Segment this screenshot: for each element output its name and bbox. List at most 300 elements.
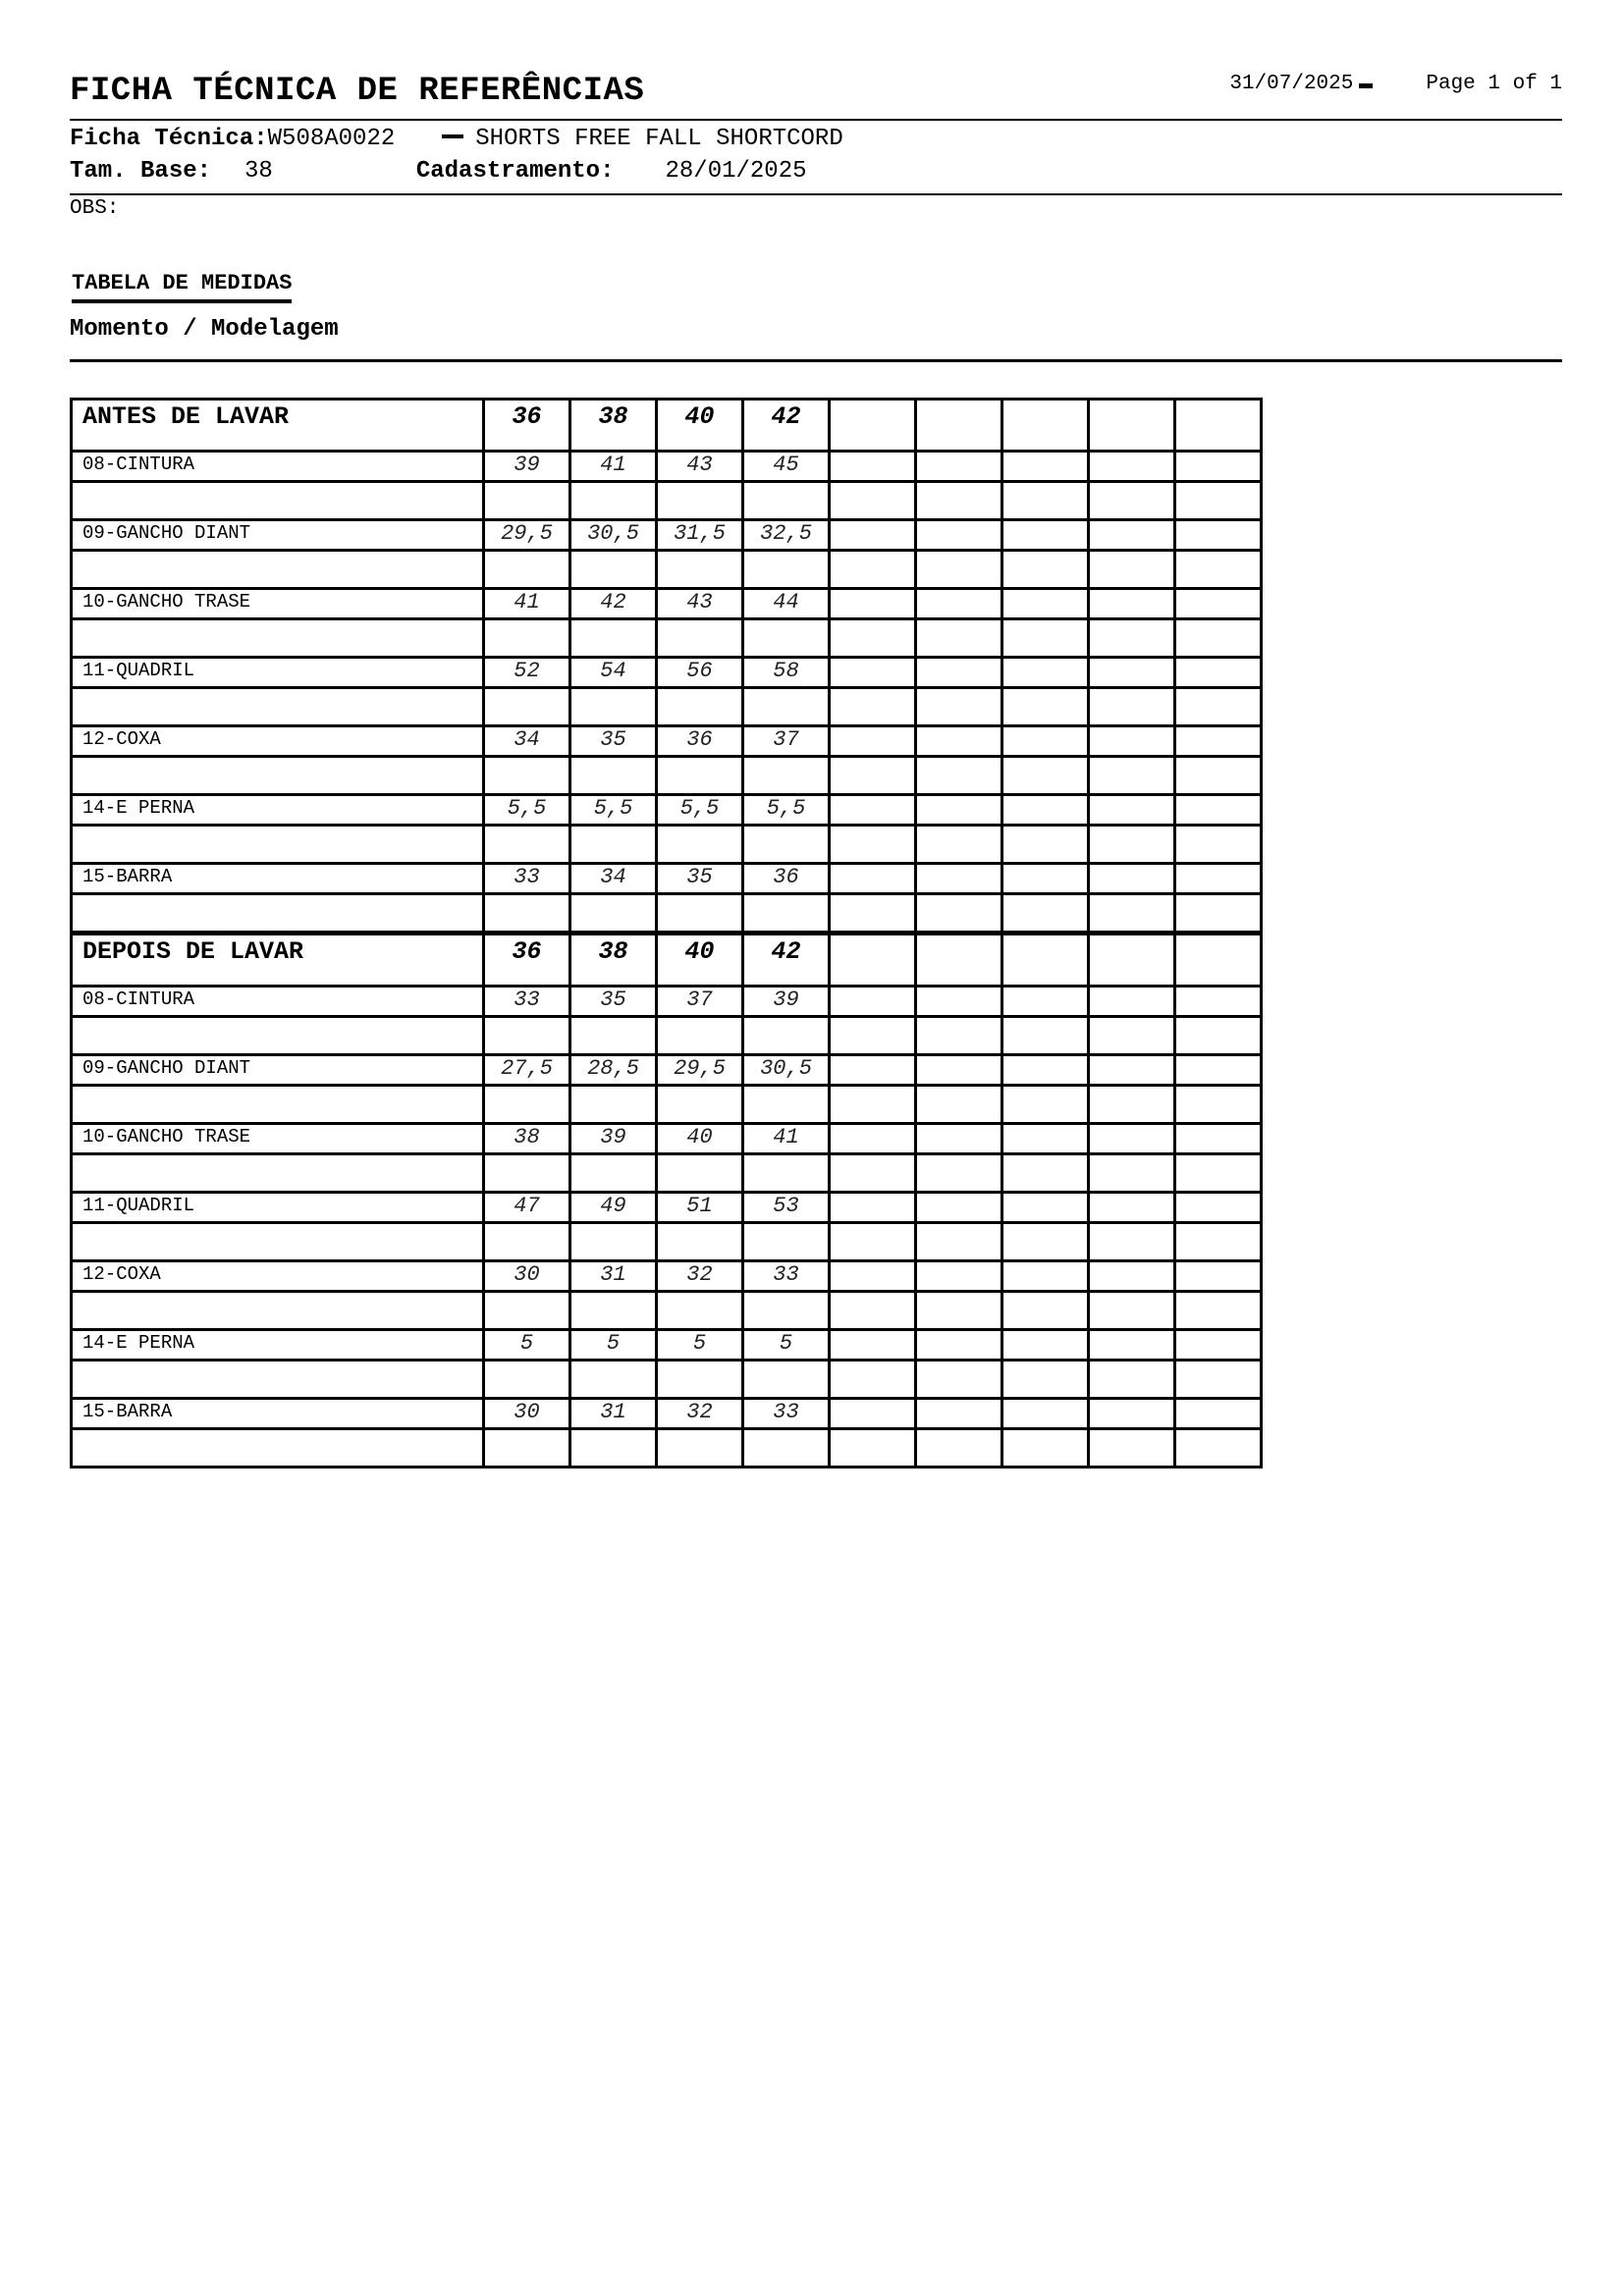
measure-value-cell [1089, 1055, 1175, 1086]
blank-cell [484, 757, 570, 795]
measure-value-cell: 32 [657, 1399, 743, 1429]
blank-cell [484, 1086, 570, 1124]
blank-cell [1002, 1086, 1089, 1124]
blank-cell [72, 894, 484, 934]
measure-value-cell [916, 658, 1002, 688]
measure-value-cell [830, 658, 916, 688]
blank-row [72, 826, 1262, 864]
blank-row [72, 1223, 1262, 1261]
measure-value-cell [916, 1399, 1002, 1429]
blank-cell [72, 757, 484, 795]
measure-name: 12-COXA [72, 726, 484, 757]
measure-value-cell [916, 1124, 1002, 1154]
measure-value-cell: 41 [570, 452, 657, 482]
measure-value-cell [1002, 520, 1089, 551]
table-row [72, 1055, 1262, 1086]
blank-cell [484, 1223, 570, 1261]
document-title: FICHA TÉCNICA DE REFERÊNCIAS [70, 73, 645, 110]
measure-value-cell: 5 [484, 1330, 570, 1361]
blank-row [72, 551, 1262, 589]
blank-cell [72, 1086, 484, 1124]
measure-name: 08-CINTURA [72, 452, 484, 482]
blank-cell [657, 551, 743, 589]
blank-cell [1089, 1017, 1175, 1055]
measure-value-cell: 5,5 [657, 795, 743, 826]
measure-value-cell: 42 [570, 589, 657, 619]
page-count: Page 1 of 1 [1426, 73, 1562, 95]
blank-cell [72, 1292, 484, 1330]
size-header-cell: 36 [484, 400, 570, 452]
table-row [72, 1330, 1262, 1361]
blank-cell [1175, 1017, 1262, 1055]
size-header-cell [1002, 934, 1089, 987]
blank-cell [484, 619, 570, 658]
blank-cell [570, 1154, 657, 1193]
measure-value-cell [1002, 1399, 1089, 1429]
measure-value-cell [1002, 864, 1089, 894]
table-row [72, 658, 1262, 688]
measure-value-cell [916, 589, 1002, 619]
divider [70, 359, 1562, 362]
blank-row [72, 1154, 1262, 1193]
measure-value-cell [1002, 658, 1089, 688]
measure-value-cell: 27,5 [484, 1055, 570, 1086]
measure-name: 10-GANCHO TRASE [72, 589, 484, 619]
measure-value-cell: 41 [484, 589, 570, 619]
measure-value-cell: 5,5 [743, 795, 830, 826]
blank-cell [657, 1017, 743, 1055]
blank-cell [484, 1154, 570, 1193]
blank-cell [1002, 551, 1089, 589]
measure-value-cell: 30 [484, 1261, 570, 1292]
blank-cell [657, 1154, 743, 1193]
measure-value-cell [1175, 520, 1262, 551]
measure-name: 11-QUADRIL [72, 658, 484, 688]
page-header-meta [1229, 73, 1562, 95]
blank-cell [570, 1429, 657, 1468]
size-header-cell [916, 400, 1002, 452]
blank-cell [743, 826, 830, 864]
blank-cell [1002, 757, 1089, 795]
measure-value-cell: 54 [570, 658, 657, 688]
measure-value-cell [1089, 795, 1175, 826]
table-row [72, 795, 1262, 826]
measure-value-cell: 37 [657, 987, 743, 1017]
measure-value-cell: 43 [657, 452, 743, 482]
dash-separator-icon [442, 134, 463, 138]
blank-cell [916, 688, 1002, 726]
blank-cell [1175, 1429, 1262, 1468]
size-header-cell [1002, 400, 1089, 452]
measure-value-cell [1089, 864, 1175, 894]
blank-cell [1089, 1429, 1175, 1468]
blank-cell [1089, 1292, 1175, 1330]
measure-value-cell: 33 [743, 1399, 830, 1429]
blank-cell [916, 482, 1002, 520]
blank-cell [1002, 1223, 1089, 1261]
blank-row [72, 1292, 1262, 1330]
blank-cell [916, 551, 1002, 589]
measure-value-cell: 49 [570, 1193, 657, 1223]
measure-value-cell [1089, 1330, 1175, 1361]
blank-cell [1002, 1361, 1089, 1399]
blank-cell [830, 1154, 916, 1193]
measure-value-cell: 5 [743, 1330, 830, 1361]
blank-cell [743, 1223, 830, 1261]
size-header-cell [830, 934, 916, 987]
blank-cell [1175, 1223, 1262, 1261]
measure-name: 15-BARRA [72, 1399, 484, 1429]
measure-value-cell [916, 987, 1002, 1017]
blank-cell [916, 1154, 1002, 1193]
measure-value-cell [830, 452, 916, 482]
blank-cell [1175, 619, 1262, 658]
measure-value-cell: 36 [743, 864, 830, 894]
blank-cell [830, 1292, 916, 1330]
blank-cell [1002, 688, 1089, 726]
blank-cell [72, 1017, 484, 1055]
blank-cell [916, 1223, 1002, 1261]
blank-cell [1002, 1017, 1089, 1055]
measure-name: 15-BARRA [72, 864, 484, 894]
blank-cell [830, 1429, 916, 1468]
blank-cell [657, 894, 743, 934]
measure-name: 12-COXA [72, 1261, 484, 1292]
measure-value-cell: 44 [743, 589, 830, 619]
blank-cell [830, 1086, 916, 1124]
measure-value-cell: 35 [570, 726, 657, 757]
blank-cell [830, 1223, 916, 1261]
measure-value-cell [916, 1055, 1002, 1086]
measure-value-cell [830, 589, 916, 619]
blank-cell [743, 1361, 830, 1399]
size-header-cell: 42 [743, 400, 830, 452]
measure-value-cell [1175, 452, 1262, 482]
blank-cell [570, 1223, 657, 1261]
measure-value-cell [1002, 1193, 1089, 1223]
section-header-label: ANTES DE LAVAR [72, 400, 484, 452]
measure-value-cell: 39 [484, 452, 570, 482]
measure-value-cell [916, 520, 1002, 551]
measure-value-cell [916, 452, 1002, 482]
blank-cell [830, 619, 916, 658]
blank-cell [830, 894, 916, 934]
measure-value-cell: 29,5 [657, 1055, 743, 1086]
blank-cell [1002, 482, 1089, 520]
blank-cell [916, 619, 1002, 658]
measure-value-cell [1089, 987, 1175, 1017]
measure-value-cell: 40 [657, 1124, 743, 1154]
size-header-cell: 36 [484, 934, 570, 987]
blank-cell [1175, 1361, 1262, 1399]
measure-value-cell [916, 795, 1002, 826]
measure-value-cell [1089, 520, 1175, 551]
cadastro-value: 28/01/2025 [665, 158, 807, 185]
measure-value-cell [830, 1055, 916, 1086]
section-title: TABELA DE MEDIDAS [72, 271, 292, 303]
measure-name: 09-GANCHO DIANT [72, 520, 484, 551]
blank-cell [1175, 757, 1262, 795]
measure-value-cell [1002, 452, 1089, 482]
measure-value-cell [1175, 864, 1262, 894]
size-header-cell [1175, 400, 1262, 452]
measure-value-cell: 35 [570, 987, 657, 1017]
measure-name: 11-QUADRIL [72, 1193, 484, 1223]
blank-cell [570, 482, 657, 520]
measure-value-cell: 30,5 [570, 520, 657, 551]
blank-cell [743, 619, 830, 658]
blank-cell [484, 1292, 570, 1330]
table-row [72, 520, 1262, 551]
measure-value-cell: 5,5 [484, 795, 570, 826]
table-row [72, 987, 1262, 1017]
measure-value-cell [830, 987, 916, 1017]
blank-cell [1089, 482, 1175, 520]
blank-cell [570, 1361, 657, 1399]
measure-value-cell: 32,5 [743, 520, 830, 551]
blank-cell [1089, 1361, 1175, 1399]
measure-name: 10-GANCHO TRASE [72, 1124, 484, 1154]
measure-value-cell [830, 1330, 916, 1361]
measure-value-cell [830, 520, 916, 551]
measure-value-cell: 47 [484, 1193, 570, 1223]
measure-value-cell: 30 [484, 1399, 570, 1429]
size-header-cell [916, 934, 1002, 987]
blank-cell [1002, 826, 1089, 864]
tam-base-value: 38 [244, 158, 273, 185]
measure-value-cell [1089, 452, 1175, 482]
measure-value-cell [916, 1330, 1002, 1361]
blank-cell [743, 1154, 830, 1193]
blank-cell [1089, 757, 1175, 795]
blank-cell [1175, 688, 1262, 726]
blank-cell [657, 826, 743, 864]
measure-value-cell: 53 [743, 1193, 830, 1223]
measure-value-cell: 34 [484, 726, 570, 757]
blank-cell [1002, 619, 1089, 658]
blank-row [72, 1017, 1262, 1055]
measure-value-cell [1175, 1055, 1262, 1086]
size-header-cell: 38 [570, 400, 657, 452]
blank-cell [570, 1017, 657, 1055]
section-header-label: DEPOIS DE LAVAR [72, 934, 484, 987]
blank-cell [916, 826, 1002, 864]
blank-cell [916, 1361, 1002, 1399]
measure-value-cell [830, 1399, 916, 1429]
blank-cell [484, 826, 570, 864]
blank-cell [657, 1086, 743, 1124]
blank-row [72, 1429, 1262, 1468]
size-header-cell: 40 [657, 934, 743, 987]
table-row [72, 1193, 1262, 1223]
blank-cell [72, 1429, 484, 1468]
blank-cell [72, 1361, 484, 1399]
blank-cell [830, 1017, 916, 1055]
blank-cell [657, 688, 743, 726]
blank-cell [916, 1086, 1002, 1124]
blank-cell [1175, 826, 1262, 864]
measure-value-cell [1175, 658, 1262, 688]
measure-value-cell [1175, 726, 1262, 757]
measure-value-cell [1175, 795, 1262, 826]
blank-cell [484, 688, 570, 726]
size-header-cell [1089, 400, 1175, 452]
measure-value-cell [1002, 1124, 1089, 1154]
measure-value-cell [830, 795, 916, 826]
divider [70, 193, 1562, 195]
blank-cell [830, 482, 916, 520]
blank-cell [916, 894, 1002, 934]
measure-value-cell [1002, 589, 1089, 619]
measure-value-cell: 28,5 [570, 1055, 657, 1086]
size-header-cell [830, 400, 916, 452]
blank-cell [916, 1292, 1002, 1330]
blank-cell [1089, 1223, 1175, 1261]
measure-value-cell: 31,5 [657, 520, 743, 551]
blank-cell [570, 1292, 657, 1330]
blank-row [72, 894, 1262, 934]
blank-cell [743, 551, 830, 589]
measure-value-cell [1089, 1399, 1175, 1429]
blank-cell [1089, 688, 1175, 726]
blank-cell [916, 1017, 1002, 1055]
ficha-label: Ficha Técnica: [70, 126, 268, 152]
blank-cell [484, 482, 570, 520]
blank-cell [1002, 1429, 1089, 1468]
measure-name: 14-E PERNA [72, 1330, 484, 1361]
blank-cell [1089, 1154, 1175, 1193]
blank-cell [1175, 1154, 1262, 1193]
blank-cell [484, 894, 570, 934]
blank-cell [72, 1223, 484, 1261]
measure-value-cell [1002, 726, 1089, 757]
blank-cell [657, 1223, 743, 1261]
measure-value-cell: 30,5 [743, 1055, 830, 1086]
blank-cell [830, 551, 916, 589]
measure-value-cell [1002, 1330, 1089, 1361]
measure-value-cell: 43 [657, 589, 743, 619]
measure-value-cell: 33 [743, 1261, 830, 1292]
blank-cell [1002, 1154, 1089, 1193]
measure-value-cell: 33 [484, 987, 570, 1017]
blank-cell [1002, 894, 1089, 934]
measure-value-cell: 33 [484, 864, 570, 894]
table-section-header [72, 400, 1262, 452]
measure-value-cell [1089, 658, 1175, 688]
blank-cell [743, 894, 830, 934]
cadastro-label: Cadastramento: [415, 158, 615, 185]
size-header-cell: 40 [657, 400, 743, 452]
measure-value-cell [916, 1193, 1002, 1223]
measure-value-cell: 31 [570, 1261, 657, 1292]
section-subtitle: Momento / Modelagem [70, 316, 339, 343]
blank-cell [743, 1429, 830, 1468]
blank-row [72, 688, 1262, 726]
blank-cell [570, 826, 657, 864]
measure-value-cell [1175, 589, 1262, 619]
blank-cell [830, 826, 916, 864]
table-row [72, 589, 1262, 619]
measurements-table [70, 398, 1263, 1468]
blank-cell [484, 1017, 570, 1055]
measure-value-cell [830, 1261, 916, 1292]
measure-value-cell [1089, 1193, 1175, 1223]
size-header-cell: 42 [743, 934, 830, 987]
blank-row [72, 1361, 1262, 1399]
blank-cell [72, 826, 484, 864]
blank-cell [743, 688, 830, 726]
blank-cell [72, 482, 484, 520]
measure-value-cell [1089, 1261, 1175, 1292]
blank-cell [72, 619, 484, 658]
measure-value-cell [830, 1193, 916, 1223]
blank-cell [1175, 1086, 1262, 1124]
blank-cell [570, 551, 657, 589]
blank-cell [1175, 551, 1262, 589]
measure-value-cell: 52 [484, 658, 570, 688]
measure-value-cell [1089, 1124, 1175, 1154]
measure-name: 14-E PERNA [72, 795, 484, 826]
measure-value-cell: 38 [484, 1124, 570, 1154]
blank-cell [1175, 482, 1262, 520]
measure-value-cell: 37 [743, 726, 830, 757]
blank-cell [916, 1429, 1002, 1468]
measure-value-cell: 31 [570, 1399, 657, 1429]
measure-value-cell: 5 [570, 1330, 657, 1361]
measure-value-cell [1175, 987, 1262, 1017]
blank-row [72, 757, 1262, 795]
blank-cell [743, 482, 830, 520]
measure-value-cell [916, 1261, 1002, 1292]
base-row [70, 158, 807, 185]
table-row [72, 1124, 1262, 1154]
blank-cell [1175, 894, 1262, 934]
measure-value-cell: 29,5 [484, 520, 570, 551]
measure-value-cell: 5 [657, 1330, 743, 1361]
blank-cell [72, 1154, 484, 1193]
blank-cell [570, 688, 657, 726]
blank-cell [484, 551, 570, 589]
table-row [72, 452, 1262, 482]
measure-value-cell: 51 [657, 1193, 743, 1223]
divider [70, 119, 1562, 121]
measure-value-cell: 32 [657, 1261, 743, 1292]
measure-value-cell [1175, 1124, 1262, 1154]
ficha-row [70, 126, 843, 152]
size-header-cell: 38 [570, 934, 657, 987]
blank-cell [570, 1086, 657, 1124]
measure-value-cell [1002, 987, 1089, 1017]
measure-value-cell: 41 [743, 1124, 830, 1154]
blank-cell [657, 619, 743, 658]
blank-cell [657, 1361, 743, 1399]
measure-value-cell [916, 726, 1002, 757]
measure-value-cell: 36 [657, 726, 743, 757]
size-header-cell [1175, 934, 1262, 987]
print-date: 31/07/2025 [1229, 73, 1354, 95]
blank-cell [743, 1292, 830, 1330]
blank-cell [1089, 619, 1175, 658]
blank-cell [657, 482, 743, 520]
measure-value-cell [1175, 1399, 1262, 1429]
blank-cell [743, 1017, 830, 1055]
measure-value-cell [916, 864, 1002, 894]
measure-value-cell: 34 [570, 864, 657, 894]
blank-cell [743, 757, 830, 795]
measure-value-cell: 39 [743, 987, 830, 1017]
blank-row [72, 619, 1262, 658]
table-section-header [72, 934, 1262, 987]
